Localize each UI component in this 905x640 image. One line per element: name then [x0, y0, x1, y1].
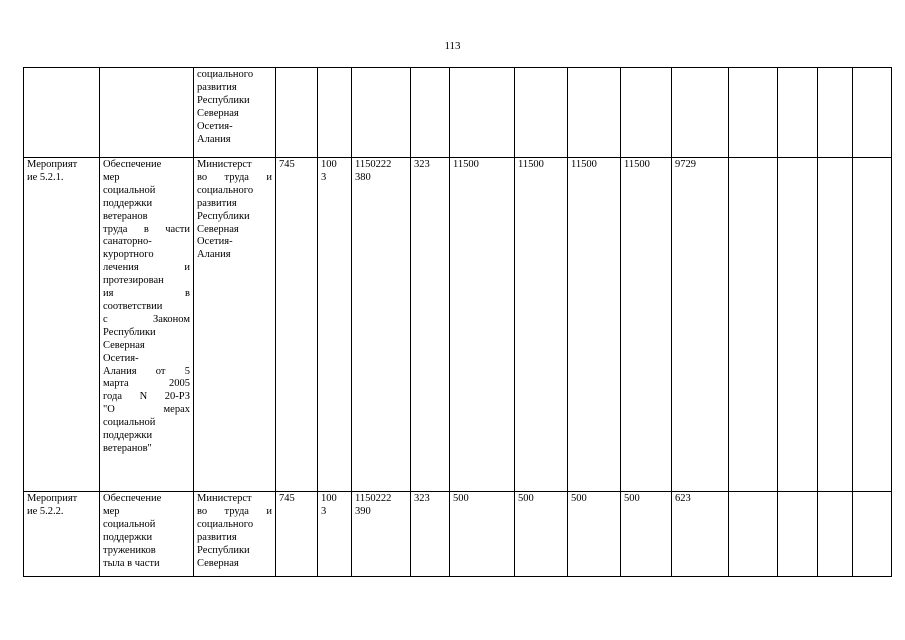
table-row — [24, 492, 892, 577]
cell-c10 — [621, 68, 672, 158]
cell-event-id — [24, 158, 100, 492]
cell-line: поддержки — [103, 197, 153, 209]
cell-line: тыла в части — [103, 557, 160, 569]
cell-line: ие 5.2.1. — [27, 171, 64, 183]
cell-line: социальной — [103, 184, 156, 196]
cell-c12 — [729, 492, 778, 577]
cell-line: ие 5.2.2. — [27, 505, 64, 517]
cell-c7: 11500 — [450, 158, 515, 492]
cell-c11: 623 — [672, 492, 729, 577]
cell-executor — [194, 492, 276, 577]
cell-c3 — [276, 68, 318, 158]
cell-event-id — [24, 492, 100, 577]
cell-description — [100, 158, 194, 492]
cell-line: социальной — [103, 417, 156, 429]
cell-line: во труда и — [197, 505, 272, 517]
cell-line: Мероприят — [27, 159, 78, 170]
cell-c3: 745 — [276, 158, 318, 492]
cell-line: 100 — [321, 493, 337, 504]
cell-line: 390 — [355, 505, 371, 517]
page-number: 113 — [444, 40, 461, 52]
cell-line: 1150222 — [355, 493, 392, 504]
cell-line: ветеранов" — [103, 442, 152, 454]
cell-line: труда в части — [103, 223, 190, 235]
cell-line: Республики — [103, 326, 156, 338]
cell-line: Алания от 5 — [103, 365, 190, 377]
cell-line: Республики — [197, 544, 250, 556]
cell-line: поддержки — [103, 531, 153, 543]
cell-line: Северная — [103, 339, 145, 351]
cell-line: развития — [197, 197, 237, 209]
cell-line: Осетия- — [103, 352, 139, 364]
cell-c6 — [411, 68, 450, 158]
cell-c14 — [818, 68, 853, 158]
cell-c5 — [352, 492, 411, 577]
cell-line: социального — [197, 69, 254, 80]
cell-line: ветеранов — [103, 210, 148, 222]
cell-line: Алания — [197, 249, 231, 261]
cell-line: с Законом — [103, 313, 190, 325]
cell-line: 380 — [355, 171, 371, 183]
cell-line: Министерст — [197, 493, 252, 504]
cell-line: ия в — [103, 288, 190, 300]
cell-line: Осетия- — [197, 120, 233, 132]
cell-c15 — [853, 68, 892, 158]
cell-c6: 323 — [411, 158, 450, 492]
cell-line: Осетия- — [197, 236, 233, 248]
cell-line: поддержки — [103, 430, 153, 442]
cell-line: соответствии — [103, 300, 163, 312]
cell-line: Северная — [197, 223, 239, 235]
cell-line: 3 — [321, 505, 327, 517]
cell-c9: 500 — [568, 492, 621, 577]
budget-table — [23, 67, 892, 577]
cell-c10: 11500 — [621, 158, 672, 492]
cell-c15 — [853, 158, 892, 492]
cell-line: Мероприят — [27, 493, 78, 504]
cell-c10: 500 — [621, 492, 672, 577]
cell-line: Алания — [197, 133, 231, 145]
cell-c13 — [778, 68, 818, 158]
cell-c12 — [729, 158, 778, 492]
table-row — [24, 68, 892, 158]
cell-event-id — [24, 68, 100, 158]
cell-executor — [194, 158, 276, 492]
cell-line: развития — [197, 81, 237, 93]
cell-line: года N 20-РЗ — [103, 391, 190, 403]
cell-c11 — [672, 68, 729, 158]
cell-line: развития — [197, 531, 237, 543]
cell-line: тружеников — [103, 544, 156, 556]
cell-line: мер — [103, 171, 120, 183]
cell-c7: 500 — [450, 492, 515, 577]
cell-line: протезирован — [103, 275, 164, 287]
cell-c4 — [318, 68, 352, 158]
cell-line: Северная — [197, 107, 239, 119]
cell-c13 — [778, 492, 818, 577]
cell-c4 — [318, 158, 352, 492]
cell-description — [100, 68, 194, 158]
cell-c9: 11500 — [568, 158, 621, 492]
cell-line: социального — [197, 518, 254, 530]
cell-line: социального — [197, 184, 254, 196]
cell-line: мер — [103, 505, 120, 517]
cell-line: марта 2005 — [103, 378, 190, 390]
cell-c7 — [450, 68, 515, 158]
cell-c12 — [729, 68, 778, 158]
cell-executor — [194, 68, 276, 158]
cell-line: Обеспечение — [103, 493, 162, 504]
cell-c4 — [318, 492, 352, 577]
cell-c3: 745 — [276, 492, 318, 577]
cell-line: социальной — [103, 518, 156, 530]
cell-line: Северная — [197, 557, 239, 569]
cell-line: во труда и — [197, 171, 272, 183]
cell-c14 — [818, 158, 853, 492]
cell-c8: 11500 — [515, 158, 568, 492]
cell-c9 — [568, 68, 621, 158]
cell-line: Министерст — [197, 159, 252, 170]
cell-description — [100, 492, 194, 577]
cell-c13 — [778, 158, 818, 492]
cell-line: Обеспечение — [103, 159, 162, 170]
cell-line: 100 — [321, 159, 337, 170]
cell-line: санаторно- — [103, 236, 152, 248]
cell-c6: 323 — [411, 492, 450, 577]
cell-line: 1150222 — [355, 159, 392, 170]
cell-line: 3 — [321, 171, 327, 183]
cell-c11: 9729 — [672, 158, 729, 492]
cell-line: Республики — [197, 94, 250, 106]
table-row — [24, 158, 892, 492]
cell-c15 — [853, 492, 892, 577]
cell-c8 — [515, 68, 568, 158]
cell-line: лечения и — [103, 262, 190, 274]
cell-c14 — [818, 492, 853, 577]
cell-line: "О мерах — [103, 404, 190, 416]
cell-line: курортного — [103, 249, 154, 261]
cell-c5 — [352, 68, 411, 158]
cell-c8: 500 — [515, 492, 568, 577]
cell-line: Республики — [197, 210, 250, 222]
cell-c5 — [352, 158, 411, 492]
